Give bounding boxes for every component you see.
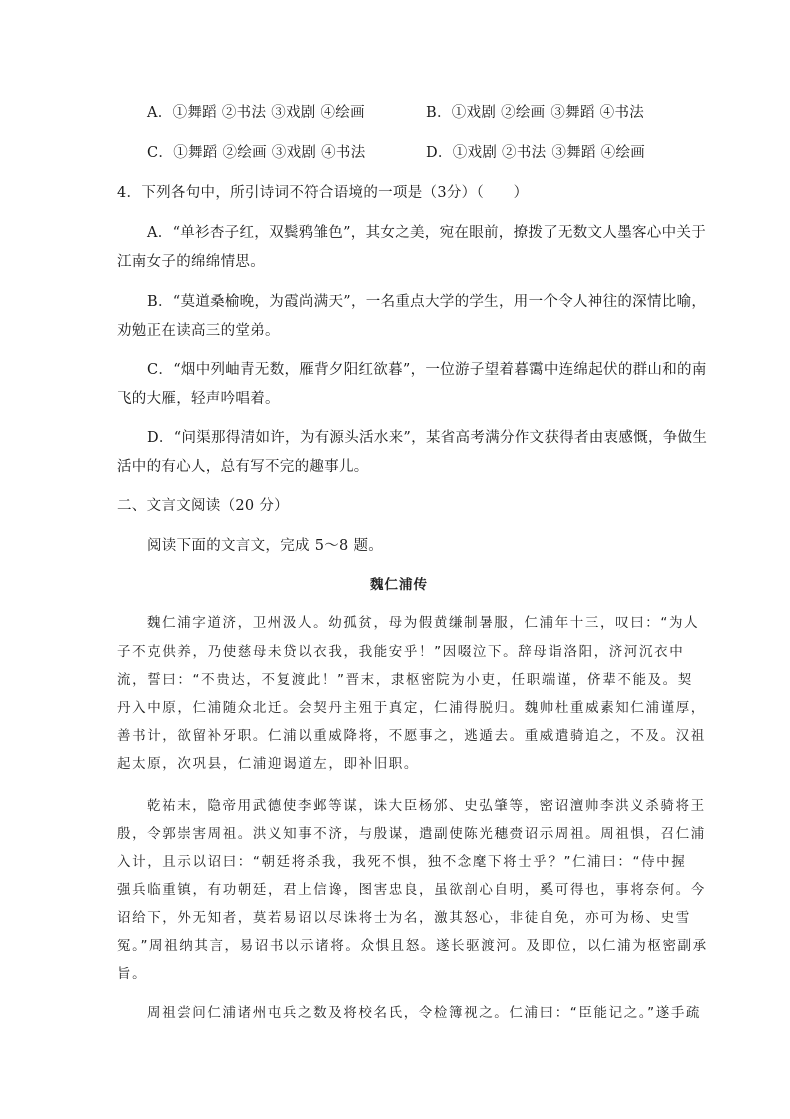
passage-line: 起太原，次巩县，仁浦迎谒道左，即补旧职。 xyxy=(117,756,419,772)
passage-line: 诏给下，外无知者，莫若易诏以尽诛将士为名，激其怒心，非徒自免，亦可为杨、史雪 xyxy=(117,910,691,926)
q3-option-c: C．①舞蹈 ②绘画 ③戏剧 ④书法 xyxy=(147,145,366,161)
passage-line: 强兵临重镇，有功朝廷，君上信谗，图害忠良，虽欲剖心自明，奚可得也，事将奈何。今 xyxy=(117,882,706,898)
passage-line: 子不克供养，乃使慈母未贷以衣我，我能安乎！”因啜泣下。辞母诣洛阳，济河沉衣中 xyxy=(117,644,685,660)
passage-line: 魏仁浦字道济，卫州汲人。幼孤贫，母为假黄缣制暑服，仁浦年十三，叹曰：“为人 xyxy=(147,615,700,631)
q3-option-a: A．①舞蹈 ②书法 ③戏剧 ④绘画 xyxy=(147,105,365,121)
section-heading: 二、文言文阅读（20 分） xyxy=(117,498,289,514)
q4-option-b-line1: B．“莫道桑榆晚，为霞尚满天”，一名重点大学的学生，用一个令人神往的深情比喻， xyxy=(147,294,707,310)
q3-option-b: B．①戏剧 ②绘画 ③舞蹈 ④书法 xyxy=(426,105,645,121)
passage-line: 流，誓曰：“不贵达，不复渡此！”晋末，隶枢密院为小吏，任职端谨，侪辈不能及。契 xyxy=(117,672,693,688)
q4-option-c-line2: 飞的大雁，轻声吟唱着。 xyxy=(117,391,280,407)
passage-line: 入计，且示以诏曰：“朝廷将杀我，我死不惧，独不念麾下将士乎？”仁浦曰：“侍中握 xyxy=(117,854,687,870)
passage-line: 善书计，欲留补牙职。仁浦以重威降将，不愿事之，逃遁去。重威遣骑追之，不及。汉祖 xyxy=(117,728,706,744)
passage-title: 魏仁浦传 xyxy=(370,577,428,593)
q4-stem: 4．下列各句中，所引诗词不符合语境的一项是（3分）（ ） xyxy=(117,185,529,201)
q4-option-b-line2: 劝勉正在读高三的堂弟。 xyxy=(117,323,280,339)
q3-option-d: D．①戏剧 ②书法 ③舞蹈 ④绘画 xyxy=(426,145,646,161)
q4-option-a-line2: 江南女子的绵绵情思。 xyxy=(117,254,265,270)
passage-line: 周祖尝问仁浦诸州屯兵之数及将校名氏，令检簿视之。仁浦曰：“臣能记之。”遂手疏 xyxy=(147,1005,702,1021)
passage-line: 旨。 xyxy=(117,966,148,982)
passage-line: 乾祐末，隐帝用武德使李邺等谋，诛大臣杨邠、史弘肇等，密诏澶帅李洪义杀骑将王 xyxy=(147,798,706,814)
q4-option-a-line1: A．“单衫杏子红，双鬓鸦雏色”，其女之美，宛在眼前，撩拨了无数文人墨客心中关于 xyxy=(147,225,706,241)
section-instruction: 阅读下面的文言文，完成 5～8 题。 xyxy=(147,538,384,554)
q4-option-d-line2: 活中的有心人，总有写不完的趣事儿。 xyxy=(117,459,369,475)
passage-line: 丹入中原，仁浦随众北迁。会契丹主殂于真定，仁浦得脱归。魏帅杜重威素知仁浦谨厚， xyxy=(117,700,706,716)
passage-line: 冤。”周祖纳其言，易诏书以示诸将。众惧且怒。遂长驱渡河。及即位，以仁浦为枢密副承 xyxy=(117,938,708,954)
q4-option-c-line1: C．“烟中列岫青无数，雁背夕阳红欲暮”，一位游子望着暮霭中连绵起伏的群山和的南 xyxy=(147,362,707,378)
q4-option-d-line1: D．“问渠那得清如许，为有源头活水来”，某省高考满分作文获得者由衷感慨，争做生 xyxy=(147,430,708,446)
passage-line: 殷，令郭崇害周祖。洪义知事不济，与殷谋，遣副使陈光穗赍诏示周祖。周祖惧，召仁浦 xyxy=(117,826,706,842)
